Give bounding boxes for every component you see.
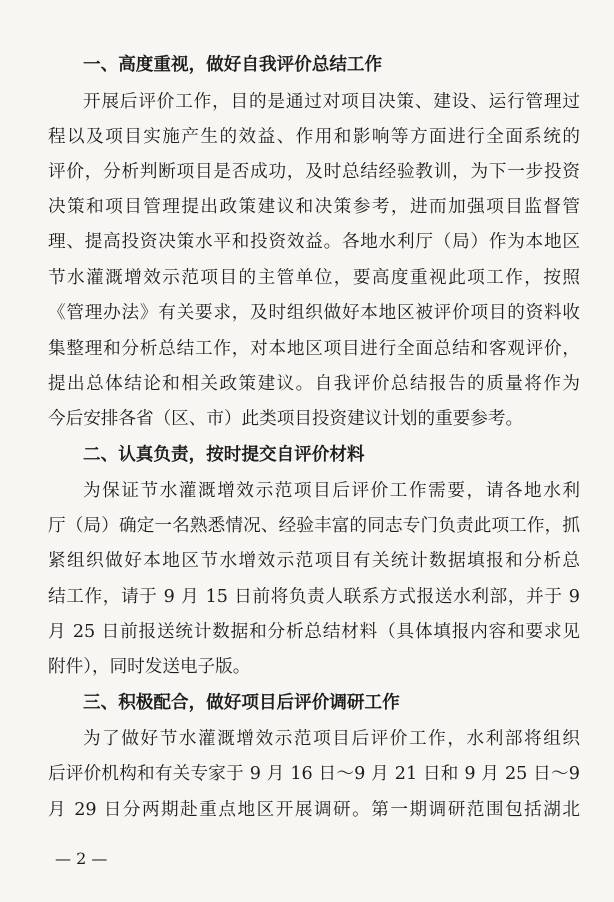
section-2-line-3: 紧组织做好本地区节水增效示范项目有关统计数据填报和分析总 — [48, 551, 580, 571]
section-1-line-4: 决策和项目管理提出政策建议和决策参考，进而加强项目监督管 — [48, 197, 580, 217]
section-3-line-3: 月 29 日分两期赴重点地区开展调研。第一期调研范围包括湖北 — [48, 800, 580, 820]
section-2-line-5: 月 25 日前报送统计数据和分析总结材料（具体填报内容和要求见 — [48, 622, 580, 642]
section-1-line-9: 提出总体结论和相关政策建议。自我评价总结报告的质量将作为 — [48, 374, 580, 394]
section-2-line-2: 厅（局）确定一名熟悉情况、经验丰富的同志专门负责此项工作，抓 — [48, 516, 580, 536]
section-1-line-7: 《管理办法》有关要求，及时组织做好本地区被评价项目的资料收 — [48, 303, 580, 323]
section-1-heading: 一、高度重视，做好自我评价总结工作 — [83, 55, 383, 75]
section-3-line-2: 后评价机构和有关专家于 9 月 16 日～9 月 21 日和 9 月 25 日～9 — [48, 764, 580, 784]
section-1-line-5: 理、提高投资决策水平和投资效益。各地水利厅（局）作为本地区 — [48, 232, 580, 252]
section-2-line-4: 结工作，请于 9 月 15 日前将负责人联系方式报送水利部，并于 9 — [48, 587, 580, 607]
section-2-line-6: 附件），同时发送电子版。 — [48, 657, 251, 677]
section-1-line-3: 评价，分析判断项目是否成功，及时总结经验教训，为下一步投资 — [48, 162, 580, 182]
section-1-line-8: 集整理和分析总结工作，对本地区项目进行全面总结和客观评价， — [48, 339, 580, 359]
section-1-line-1: 开展后评价工作，目的是通过对项目决策、建设、运行管理过 — [83, 92, 580, 112]
page-number: — 2 — — [55, 849, 108, 868]
section-2-line-1: 为保证节水灌溉增效示范项目后评价工作需要，请各地水利 — [83, 481, 580, 501]
section-1-line-2: 程以及项目实施产生的效益、作用和影响等方面进行全面系统的 — [48, 127, 580, 147]
section-1-line-10: 今后安排各省（区、市）此类项目投资建议计划的重要参考。 — [48, 409, 524, 429]
section-2-heading: 二、认真负责，按时提交自评价材料 — [83, 445, 365, 465]
section-3-line-1: 为了做好节水灌溉增效示范项目后评价工作，水利部将组织 — [83, 729, 580, 749]
section-3-heading: 三、积极配合，做好项目后评价调研工作 — [83, 693, 400, 713]
section-1-line-6: 节水灌溉增效示范项目的主管单位，要高度重视此项工作，按照 — [48, 268, 580, 288]
